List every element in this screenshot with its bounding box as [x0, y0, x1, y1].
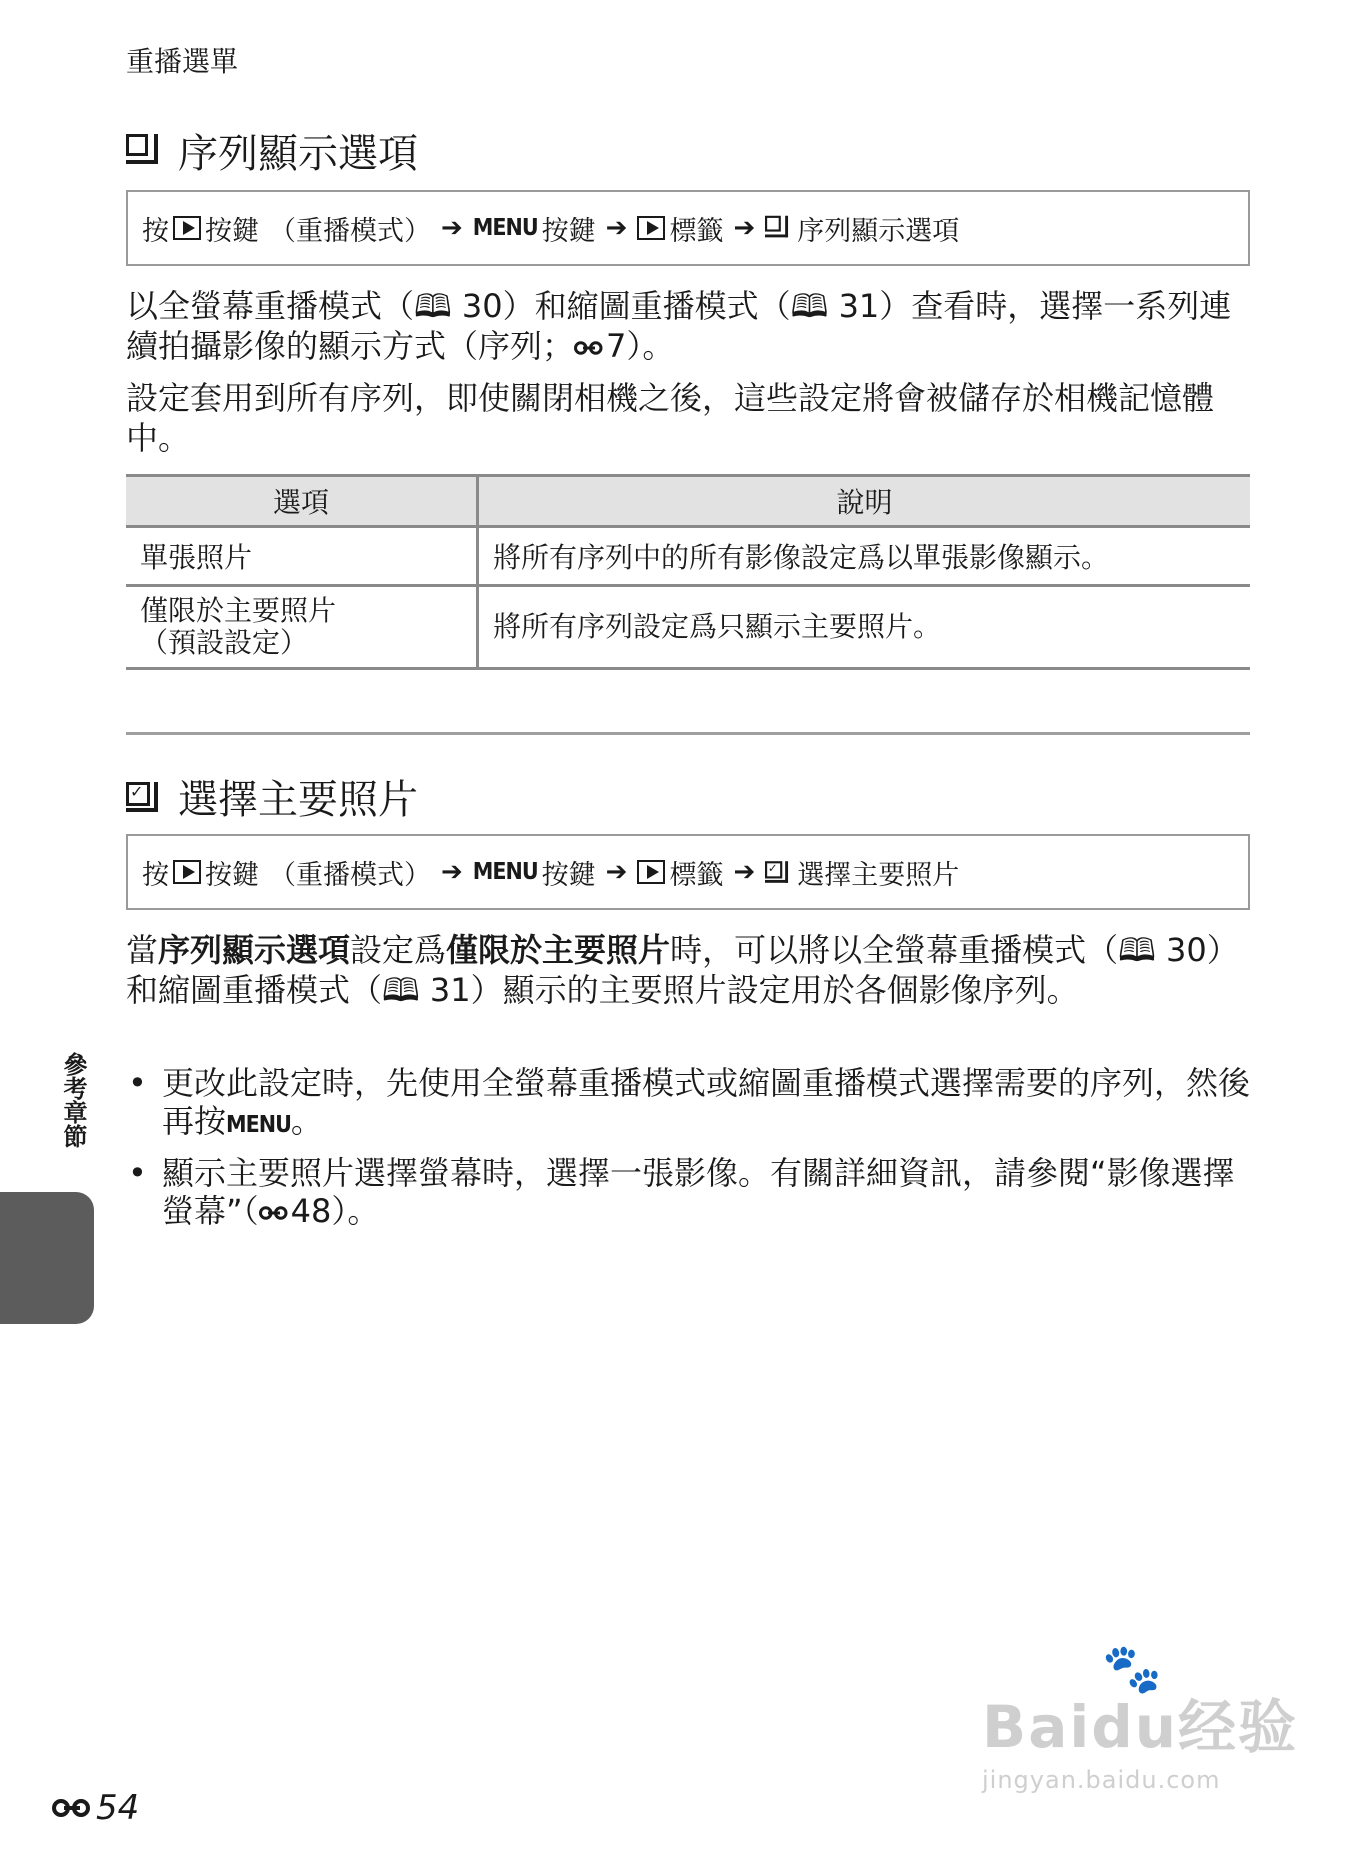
sequence-icon: [126, 134, 160, 168]
arrow-right-icon: ➔: [605, 857, 628, 887]
book-icon: 🕮: [790, 287, 829, 325]
section-title-sequence-display: [126, 122, 418, 179]
reference-icon: [259, 1205, 289, 1222]
playback-tab-icon: [637, 216, 665, 240]
key-picture-icon: ✓: [126, 780, 160, 814]
key-picture-paragraph: 當序列顯示選項設定爲僅限於主要照片時，可以將以全螢幕重播模式（🕮 30）和縮圖重播模式（🕮 31）顯示的主要照片設定用於各個影像序列。: [126, 931, 1239, 1009]
arrow-right-icon: ➔: [441, 213, 463, 243]
book-icon: 🕮: [1118, 931, 1156, 969]
reference-icon: [52, 1797, 92, 1819]
table-cell-option: 單張照片: [126, 527, 478, 586]
options-table: [126, 474, 1250, 670]
arrow-right-icon: ➔: [441, 857, 463, 887]
table-cell-option: 僅限於主要照片 （預設設定）: [126, 586, 478, 669]
list-item: • 顯示主要照片選擇螢幕時，選擇一張影像。有關詳細資訊，請參閱“影像選擇螢幕”（ 48）。: [126, 1154, 1256, 1230]
chapter-tab: [0, 1192, 94, 1324]
playback-icon: [173, 860, 201, 884]
sequence-icon: [765, 216, 789, 240]
table-row: [126, 527, 1250, 586]
book-icon: 🕮: [414, 287, 452, 325]
section-title-text: 序列顯示選項: [178, 131, 418, 177]
settings-note-paragraph: 設定套用到所有序列，即使關閉相機之後，這些設定將會被儲存於相機記憶體中。: [126, 379, 1215, 457]
table-row: [126, 586, 1250, 669]
menu-path-box: 按 按鍵 （重播模式） ➔ MENU 按鍵 ➔ 標籤 ➔ ✓ 選擇主要照片: [126, 834, 1250, 910]
bullet-list: [126, 1064, 1256, 1240]
section-divider: [126, 732, 1250, 735]
table-cell-description: 將所有序列設定爲只顯示主要照片。: [478, 586, 1251, 669]
intro-paragraph: 以全螢幕重播模式（🕮 30）和縮圖重播模式（🕮 31）查看時，選擇一系列連續拍攝影像的顯示方式（序列； 7）。: [126, 287, 1232, 365]
playback-tab-icon: [637, 860, 665, 884]
list-item: • 更改此設定時，先使用全螢幕重播模式或縮圖重播模式選擇需要的序列，然後再按MENU。: [126, 1064, 1256, 1144]
arrow-right-icon: ➔: [605, 213, 628, 243]
playback-icon: [173, 216, 201, 240]
page-number: 54: [52, 1788, 139, 1828]
arrow-right-icon: ➔: [733, 857, 756, 887]
table-header-description: 說明: [478, 476, 1251, 527]
book-icon: 🕮: [382, 971, 420, 1009]
key-picture-icon: ✓: [765, 860, 789, 884]
table-header-option: 選項: [126, 476, 478, 527]
menu-path-box: 按 按鍵 （重播模式） ➔ MENU 按鍵 ➔ 標籤 ➔ 序列顯示選項: [126, 190, 1250, 266]
arrow-right-icon: ➔: [733, 213, 756, 243]
table-cell-description: 將所有序列中的所有影像設定爲以單張影像顯示。: [478, 527, 1251, 586]
chapter-label: 參考章節: [59, 1052, 87, 1148]
section-title-text: 選擇主要照片: [178, 777, 418, 823]
reference-icon: [574, 340, 604, 357]
watermark: 🐾 Baidu经验 jingyan.baidu.com: [982, 1641, 1299, 1794]
section-title-choose-key-picture: [126, 768, 418, 825]
page-header: 重播選單: [126, 45, 239, 78]
paw-icon: 🐾: [1102, 1641, 1162, 1697]
